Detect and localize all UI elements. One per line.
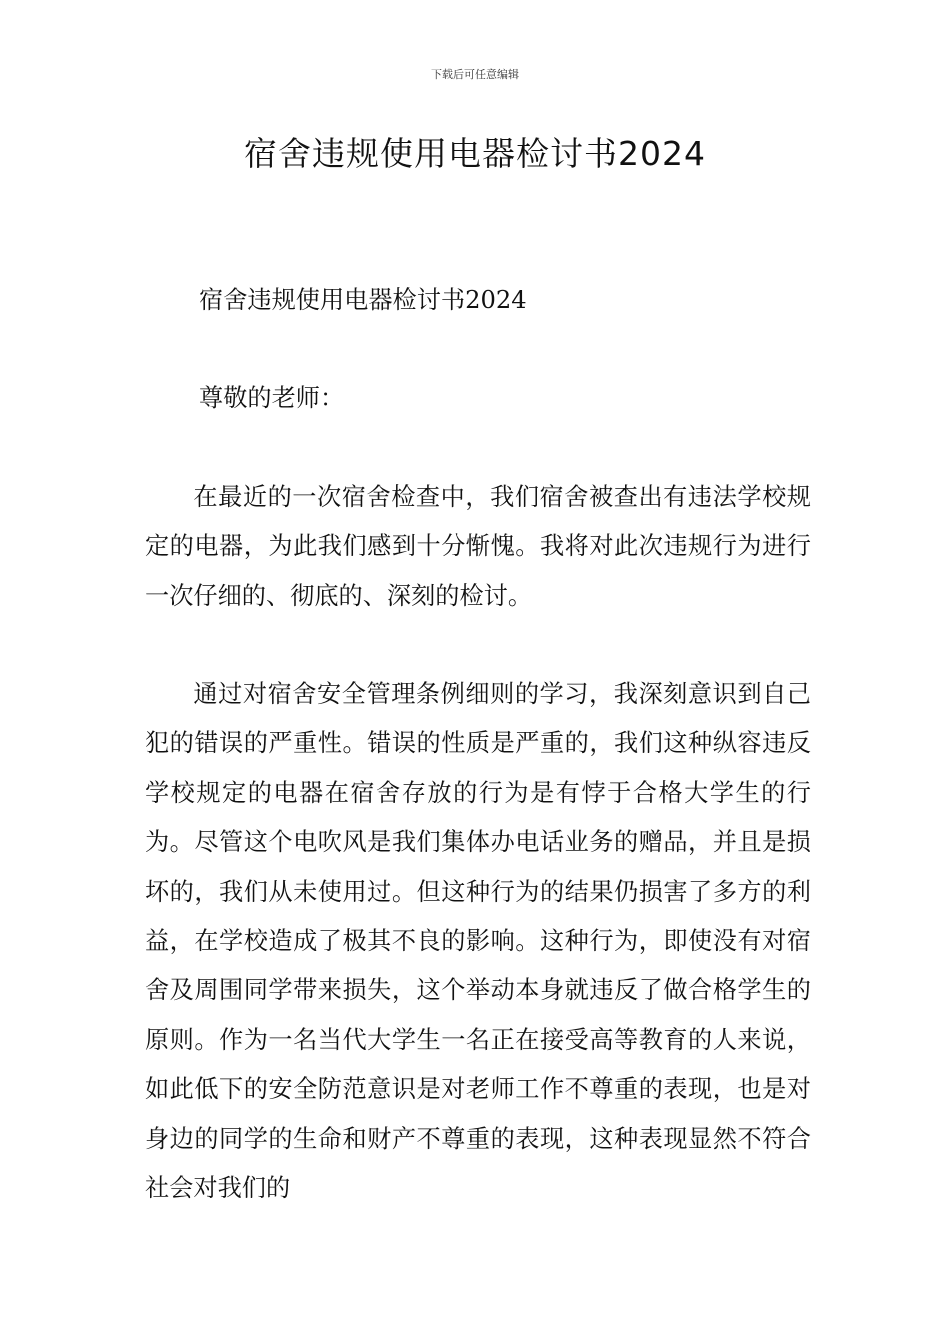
paragraph-body-1: 在最近的一次宿舍检查中，我们宿舍被查出有违法学校规定的电器，为此我们感到十分惭愧。我将对此次违规行为进行一次仔细的、彻底的、深刻的检讨。 <box>145 483 811 610</box>
header-note: 下载后可任意编辑 <box>431 68 519 81</box>
paragraph-salutation: 尊敬的老师： <box>199 384 345 412</box>
paragraph-subtitle: 宿舍违规使用电器检讨书2024 <box>199 286 527 314</box>
paragraph-body-2: 通过对宿舍安全管理条例细则的学习，我深刻意识到自己犯的错误的严重性。错误的性质是严重的，我们这种纵容违反学校规定的电器在宿舍存放的行为是有悖于合格大学生的行为。尽管这个电吹风是我们集体办电话业务的赠品，并且是损坏的，我们从未使用过。但这种行为的结果仍损害了多方的利益，在学校造成了极其不良的影响。这种行为，即使没有对宿舍及周围同学带来损失，这个举动本身就违反了做合格学生的原则。作为一名当代大学生一名正在接受高等教育的人来说，如此低下的安全防范意识是对老师工作不尊重的表现，也是对身边的同学的生命和财产不尊重的表现，这种表现显然不符合社会对我们的 <box>145 680 811 1203</box>
document-title: 宿舍违规使用电器检讨书2024 <box>244 134 706 173</box>
